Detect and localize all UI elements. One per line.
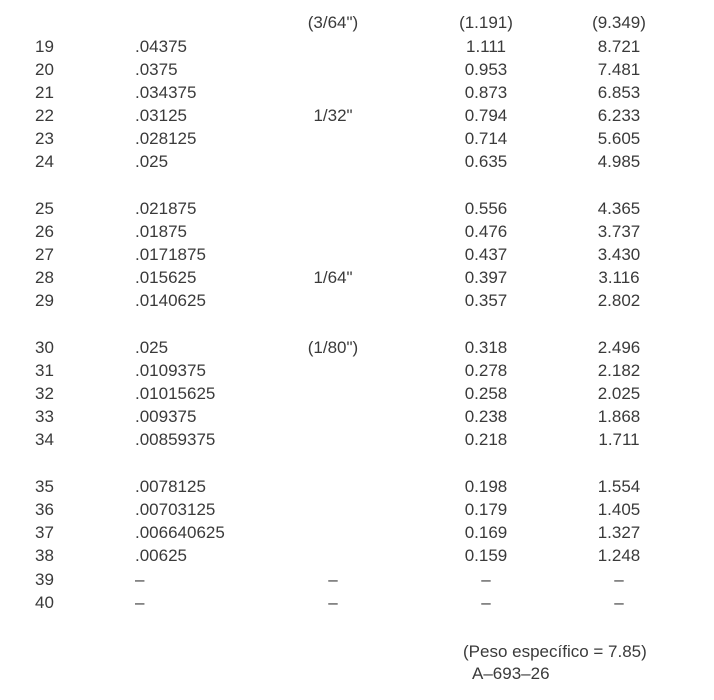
gauge-number: 22 bbox=[35, 106, 54, 125]
gauge-number: 40 bbox=[35, 593, 54, 612]
weight-kg: 3.737 bbox=[597, 222, 641, 241]
thickness-mm: 0.198 bbox=[464, 477, 508, 496]
thickness-inches: .025 bbox=[135, 152, 169, 171]
gauge-number: 36 bbox=[35, 500, 54, 519]
reference-code: A–693–26 bbox=[472, 664, 550, 683]
weight-kg: 1.868 bbox=[597, 407, 641, 426]
weight-kg: – bbox=[614, 593, 624, 612]
table-row bbox=[0, 127, 714, 150]
weight-kg: 1.405 bbox=[597, 500, 641, 519]
weight-kg: 4.985 bbox=[597, 152, 641, 171]
table-row bbox=[0, 243, 714, 266]
thickness-inches: .04375 bbox=[135, 37, 187, 56]
thickness-mm: – bbox=[481, 593, 491, 612]
thickness-inches: .01875 bbox=[135, 222, 187, 241]
thickness-fraction: – bbox=[328, 570, 338, 589]
weight-kg: 2.496 bbox=[597, 338, 641, 357]
weight-kg: 7.481 bbox=[597, 60, 641, 79]
thickness-inches: .0140625 bbox=[135, 291, 206, 310]
weight-kg: 2.802 bbox=[597, 291, 641, 310]
table-row bbox=[0, 359, 714, 382]
thickness-mm: – bbox=[481, 570, 491, 589]
thickness-mm: 0.556 bbox=[464, 199, 508, 218]
thickness-mm: 0.318 bbox=[464, 338, 508, 357]
gauge-number: 25 bbox=[35, 199, 54, 218]
gauge-number: 24 bbox=[35, 152, 54, 171]
thickness-inches: – bbox=[135, 593, 145, 612]
gauge-number: 32 bbox=[35, 384, 54, 403]
thickness-inches: .009375 bbox=[135, 407, 197, 426]
table-row bbox=[0, 220, 714, 243]
thickness-mm: 1.111 bbox=[465, 37, 507, 56]
table-row bbox=[0, 336, 714, 359]
thickness-mm: 0.635 bbox=[464, 152, 508, 171]
table-row bbox=[0, 266, 714, 289]
gauge-number: 39 bbox=[35, 570, 54, 589]
thickness-mm: 0.953 bbox=[464, 60, 508, 79]
table-row bbox=[0, 568, 714, 591]
table-row bbox=[0, 11, 714, 34]
thickness-mm: 0.179 bbox=[464, 500, 508, 519]
weight-kg: 2.182 bbox=[597, 361, 641, 380]
table-row bbox=[0, 498, 714, 521]
table-row bbox=[0, 289, 714, 312]
weight-kg: 1.711 bbox=[598, 430, 640, 449]
gauge-number: 34 bbox=[35, 430, 54, 449]
thickness-inches: .00703125 bbox=[135, 500, 216, 519]
weight-kg: 6.233 bbox=[597, 106, 641, 125]
table-row bbox=[0, 81, 714, 104]
table-row bbox=[0, 197, 714, 220]
gauge-number: 20 bbox=[35, 60, 54, 79]
weight-kg: 1.554 bbox=[597, 477, 641, 496]
weight-kg: 6.853 bbox=[597, 83, 641, 102]
thickness-mm: 0.169 bbox=[464, 523, 508, 542]
table-row bbox=[0, 382, 714, 405]
thickness-fraction: (1/80") bbox=[307, 338, 359, 357]
thickness-inches: .0078125 bbox=[135, 477, 206, 496]
thickness-inches: .0171875 bbox=[135, 245, 206, 264]
gauge-number: 26 bbox=[35, 222, 54, 241]
weight-kg: 3.116 bbox=[598, 268, 640, 287]
thickness-mm: 0.238 bbox=[464, 407, 508, 426]
gauge-number: 35 bbox=[35, 477, 54, 496]
thickness-mm: 0.159 bbox=[464, 546, 508, 565]
thickness-fraction: (3/64") bbox=[307, 13, 359, 32]
table-row bbox=[0, 428, 714, 451]
weight-kg: – bbox=[614, 570, 624, 589]
weight-kg: 1.327 bbox=[597, 523, 641, 542]
thickness-inches: .01015625 bbox=[135, 384, 216, 403]
thickness-mm: 0.278 bbox=[464, 361, 508, 380]
thickness-mm: (1.191) bbox=[459, 13, 513, 32]
thickness-fraction: 1/32" bbox=[313, 106, 353, 125]
thickness-inches: .03125 bbox=[135, 106, 187, 125]
thickness-inches: .034375 bbox=[135, 83, 197, 102]
thickness-inches: .00625 bbox=[135, 546, 187, 565]
gauge-number: 38 bbox=[35, 546, 54, 565]
table-row bbox=[0, 544, 714, 567]
thickness-fraction: – bbox=[328, 593, 338, 612]
thickness-mm: 0.794 bbox=[464, 106, 508, 125]
thickness-inches: .0109375 bbox=[135, 361, 206, 380]
table-row bbox=[0, 475, 714, 498]
weight-kg: 5.605 bbox=[597, 129, 641, 148]
gauge-number: 37 bbox=[35, 523, 54, 542]
weight-kg: 1.248 bbox=[597, 546, 641, 565]
table-row bbox=[0, 150, 714, 173]
gauge-number: 30 bbox=[35, 338, 54, 357]
thickness-inches: .015625 bbox=[135, 268, 197, 287]
specific-weight-note: (Peso específico = 7.85) bbox=[463, 642, 647, 661]
table-row bbox=[0, 35, 714, 58]
thickness-mm: 0.357 bbox=[464, 291, 508, 310]
gauge-number: 23 bbox=[35, 129, 54, 148]
thickness-inches: .021875 bbox=[135, 199, 197, 218]
thickness-inches: .0375 bbox=[135, 60, 178, 79]
thickness-mm: 0.437 bbox=[464, 245, 508, 264]
thickness-mm: 0.873 bbox=[464, 83, 508, 102]
thickness-inches: .025 bbox=[135, 338, 169, 357]
gauge-number: 33 bbox=[35, 407, 54, 426]
gauge-number: 19 bbox=[35, 37, 54, 56]
thickness-mm: 0.476 bbox=[464, 222, 508, 241]
table-row bbox=[0, 521, 714, 544]
table-row bbox=[0, 405, 714, 428]
gauge-number: 31 bbox=[35, 361, 54, 380]
table-row bbox=[0, 591, 714, 614]
gauge-number: 27 bbox=[35, 245, 54, 264]
thickness-mm: 0.397 bbox=[464, 268, 508, 287]
gauge-number: 29 bbox=[35, 291, 54, 310]
weight-kg: 3.430 bbox=[597, 245, 641, 264]
thickness-inches: – bbox=[135, 570, 145, 589]
thickness-inches: .006640625 bbox=[135, 523, 225, 542]
thickness-inches: .028125 bbox=[135, 129, 197, 148]
thickness-mm: 0.258 bbox=[464, 384, 508, 403]
table-row bbox=[0, 104, 714, 127]
weight-kg: 2.025 bbox=[597, 384, 641, 403]
thickness-mm: 0.218 bbox=[464, 430, 508, 449]
weight-kg: 4.365 bbox=[597, 199, 641, 218]
weight-kg: (9.349) bbox=[592, 13, 646, 32]
thickness-mm: 0.714 bbox=[464, 129, 508, 148]
gauge-number: 21 bbox=[35, 83, 54, 102]
weight-kg: 8.721 bbox=[597, 37, 641, 56]
gauge-number: 28 bbox=[35, 268, 54, 287]
thickness-fraction: 1/64" bbox=[313, 268, 353, 287]
thickness-inches: .00859375 bbox=[135, 430, 216, 449]
table-row bbox=[0, 58, 714, 81]
